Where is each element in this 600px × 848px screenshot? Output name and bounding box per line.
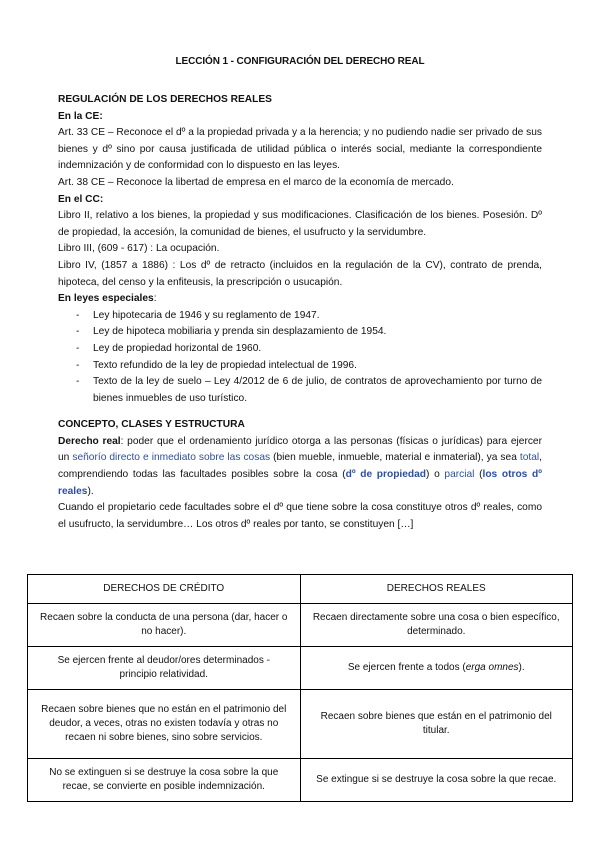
header-derechos-credito: DERECHOS DE CRÉDITO bbox=[28, 575, 301, 604]
list-item: - Ley hipotecaria de 1946 y su reglamento de 1947. bbox=[76, 308, 542, 325]
label-leyes-especiales bbox=[58, 291, 542, 308]
def-text: ( bbox=[474, 469, 483, 481]
def-otros-reales: los otros dº reales bbox=[58, 469, 542, 497]
comparison-table bbox=[27, 574, 573, 802]
def-propiedad: dº de propiedad bbox=[345, 469, 427, 481]
def-label: Derecho real bbox=[58, 435, 121, 447]
header-derechos-reales: DERECHOS REALES bbox=[300, 575, 573, 604]
list-item: - Ley de propiedad horizontal de 1960. bbox=[76, 341, 542, 358]
list-item: - Ley de hipoteca mobiliaria y prenda sin desplazamiento de 1954. bbox=[76, 324, 542, 341]
document-body bbox=[58, 92, 542, 533]
def-text: (bien mueble, inmueble, material e inmaterial), ya sea bbox=[270, 452, 520, 464]
def-text: , comprendiendo todas las facultades posibles sobre la cosa ( bbox=[58, 452, 543, 481]
cell-credito: Recaen sobre bienes que no están en el patrimonio del deudor, a veces, otras no existen todavía y otras no recaen ni sobre bienes, sino sobre servicios. bbox=[28, 690, 301, 759]
paragraph-libro3: Libro III, (609 - 617) : La ocupación. bbox=[58, 243, 220, 255]
leyes-list bbox=[58, 308, 542, 408]
list-item: - Texto refundido de la ley de propiedad intelectual de 1996. bbox=[76, 358, 542, 375]
paragraph-libro2: Libro II, relativo a los bienes, la propiedad y sus modificaciones. Clasificación de los bienes. Posesión. Dº de propiedad, la accesión, la comunidad de bienes, el usufructo y la servidumbre. bbox=[58, 210, 542, 238]
table-row bbox=[28, 759, 573, 802]
section-heading-concepto: CONCEPTO, CLASES Y ESTRUCTURA bbox=[58, 419, 245, 431]
cell-real: Recaen sobre bienes que están en el patrimonio del titular. bbox=[300, 690, 573, 759]
cell-real-text: Se ejercen frente a todos ( bbox=[347, 662, 466, 673]
label-ce: En la CE: bbox=[58, 110, 103, 122]
table-row bbox=[28, 690, 573, 759]
paragraph-definicion bbox=[58, 434, 542, 500]
cell-real-erga-omnes: erga omnes bbox=[465, 662, 519, 673]
lesson-title: LECCIÓN 1 - CONFIGURACIÓN DEL DERECHO REAL bbox=[175, 56, 425, 67]
table-header-row bbox=[28, 575, 573, 604]
def-parcial: parcial bbox=[444, 469, 475, 481]
table-row bbox=[28, 647, 573, 690]
label-leyes-colon: : bbox=[153, 293, 157, 305]
def-senorio: señorío directo e inmediato sobre las cosas bbox=[72, 452, 271, 464]
paragraph-art33: Art. 33 CE – Reconoce el dº a la propiedad privada y a la herencia; y no pudiendo nadie ser privado de sus bienes y dº sino por causa justificada de utilidad pública o interés social, mediante la correspondiente indemnización y de conformidad con lo dispuesto en las leyes. bbox=[58, 127, 542, 172]
def-total: total bbox=[519, 452, 540, 464]
section-heading-regulacion: REGULACIÓN DE LOS DERECHOS REALES bbox=[58, 94, 272, 105]
paragraph-libro4: Libro IV, (1857 a 1886) : Los dº de retracto (incluidos en la regulación de la CV), contrato de prenda, hipoteca, del censo y la enfiteusis, la prescripción o usucapión. bbox=[58, 259, 542, 288]
cell-real-text: ). bbox=[518, 662, 525, 673]
label-cc: En el CC: bbox=[58, 193, 104, 205]
list-item: - Texto de la ley de suelo – Ley 4/2012 de 6 de julio, de contratos de aprovechamiento por turno de bienes inmuebles de uso turístico. bbox=[76, 374, 542, 407]
cell-credito: Recaen sobre la conducta de una persona (dar, hacer o no hacer). bbox=[28, 604, 301, 647]
def-text: ). bbox=[87, 485, 94, 497]
paragraph-art38: Art. 38 CE – Reconoce la libertad de empresa en el marco de la economía de mercado. bbox=[58, 176, 454, 188]
cell-real: Se extingue si se destruye la cosa sobre la que recae. bbox=[300, 759, 573, 802]
cell-credito: No se extinguen si se destruye la cosa sobre la que recae, se convierte en posible indemnización. bbox=[28, 759, 301, 802]
cell-real: Recaen directamente sobre una cosa o bien específico, determinado. bbox=[300, 604, 573, 647]
cell-credito: Se ejercen frente al deudor/ores determinados - principio relatividad. bbox=[28, 647, 301, 690]
def-text: : poder que el ordenamiento jurídico otorga a las personas (físicas o jurídicas) para ejercer un bbox=[58, 435, 542, 464]
cell-real bbox=[300, 647, 573, 690]
label-leyes-text: En leyes especiales bbox=[58, 293, 154, 305]
def-text: ) o bbox=[426, 469, 445, 481]
paragraph-cuando: Cuando el propietario cede facultades sobre el dº que tiene sobre la cosa constituye otros dº reales, como el usufructo, la servidumbre… Los otros dº reales por tanto, se constituyen […] bbox=[58, 502, 542, 530]
table-row bbox=[28, 604, 573, 647]
